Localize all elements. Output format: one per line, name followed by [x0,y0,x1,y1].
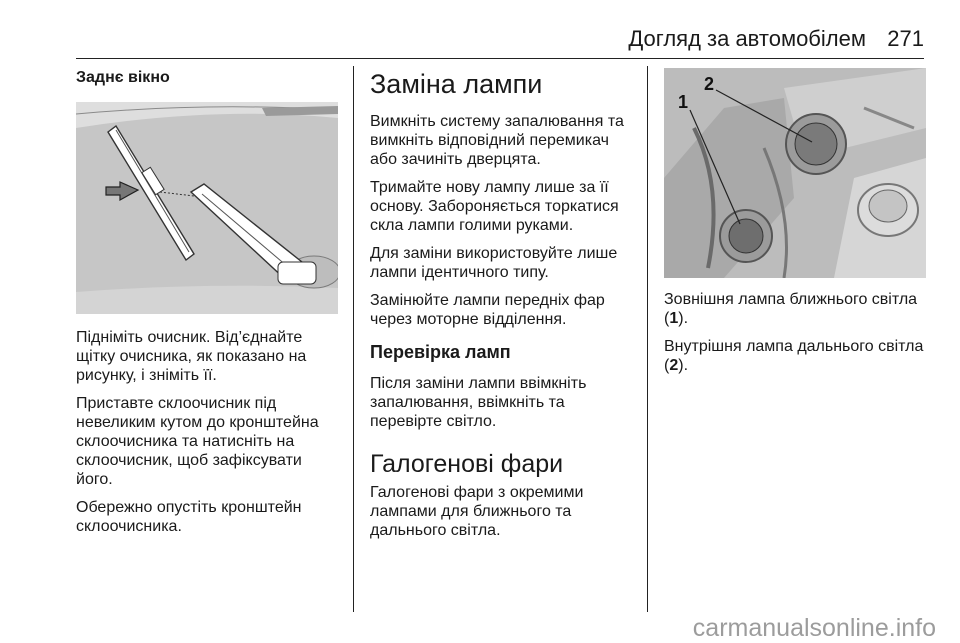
paragraph: Після заміни лампи ввімкніть запалювання, ввімкніть та перевірте світло. [370,375,587,430]
paragraph: Підніміть очисник. Від’єднайте щітку очисника, як показано на рисунку, і зніміть її. [76,329,307,384]
legend-item-1: Зовнішня лампа ближнього світла (1). [664,291,918,327]
wiper-illustration [76,102,338,314]
column-2 [370,68,632,549]
headlamp-engine-bay-illustration [664,68,926,278]
column-divider-right [647,66,648,612]
legend-item-2: Внутрішня лампа дальнього світла (2). [664,338,924,374]
legend-item-1-ref: 1 [669,310,679,327]
header-rule [76,58,924,59]
legend-item-2-ref: 2 [669,357,679,374]
section-heading-rear-window: Заднє вікно [76,69,170,86]
section-heading-halogen-headlights: Галогенові фари [370,450,564,478]
watermark: carmanualsonline.info [692,614,936,642]
header-title: Догляд за автомобілем [628,26,866,51]
legend-item-1-text: Зовнішня лампа ближнього світла [664,291,918,308]
legend-item-2-text: Внутрішня лампа дальнього світла [664,338,924,355]
callout-2: 2 [704,74,715,94]
paragraph: Галогенові фари з окремими лампами для ближнього та дальнього світла. [370,484,584,539]
paragraph: Тримайте нову лампу лише за її основу. Забороняється торкатися скла лампи голими руками. [370,179,619,234]
column-divider-left [353,66,354,612]
callout-1: 1 [678,92,689,112]
paragraph: Приставте склоочисник під невеликим кутом до кронштейна склоочисника та натисніть на склоочисник, щоб зафіксувати його. [76,395,319,488]
paragraph: Для заміни використовуйте лише лампи ідентичного типу. [370,245,618,281]
subheading-bulb-check: Перевірка ламп [370,342,511,362]
paragraph: Обережно опустіть кронштейн склоочисника. [76,499,302,535]
paragraph: Замінюйте лампи передніх фар через моторне відділення. [370,292,605,328]
paragraph: Вимкніть систему запалювання та вимкніть відповідний перемикач або зачиніть дверцята. [370,113,624,168]
column-3 [664,68,926,384]
column-1 [76,68,338,545]
page-number: 271 [887,26,924,51]
section-heading-bulb-replacement: Заміна лампи [370,69,543,99]
